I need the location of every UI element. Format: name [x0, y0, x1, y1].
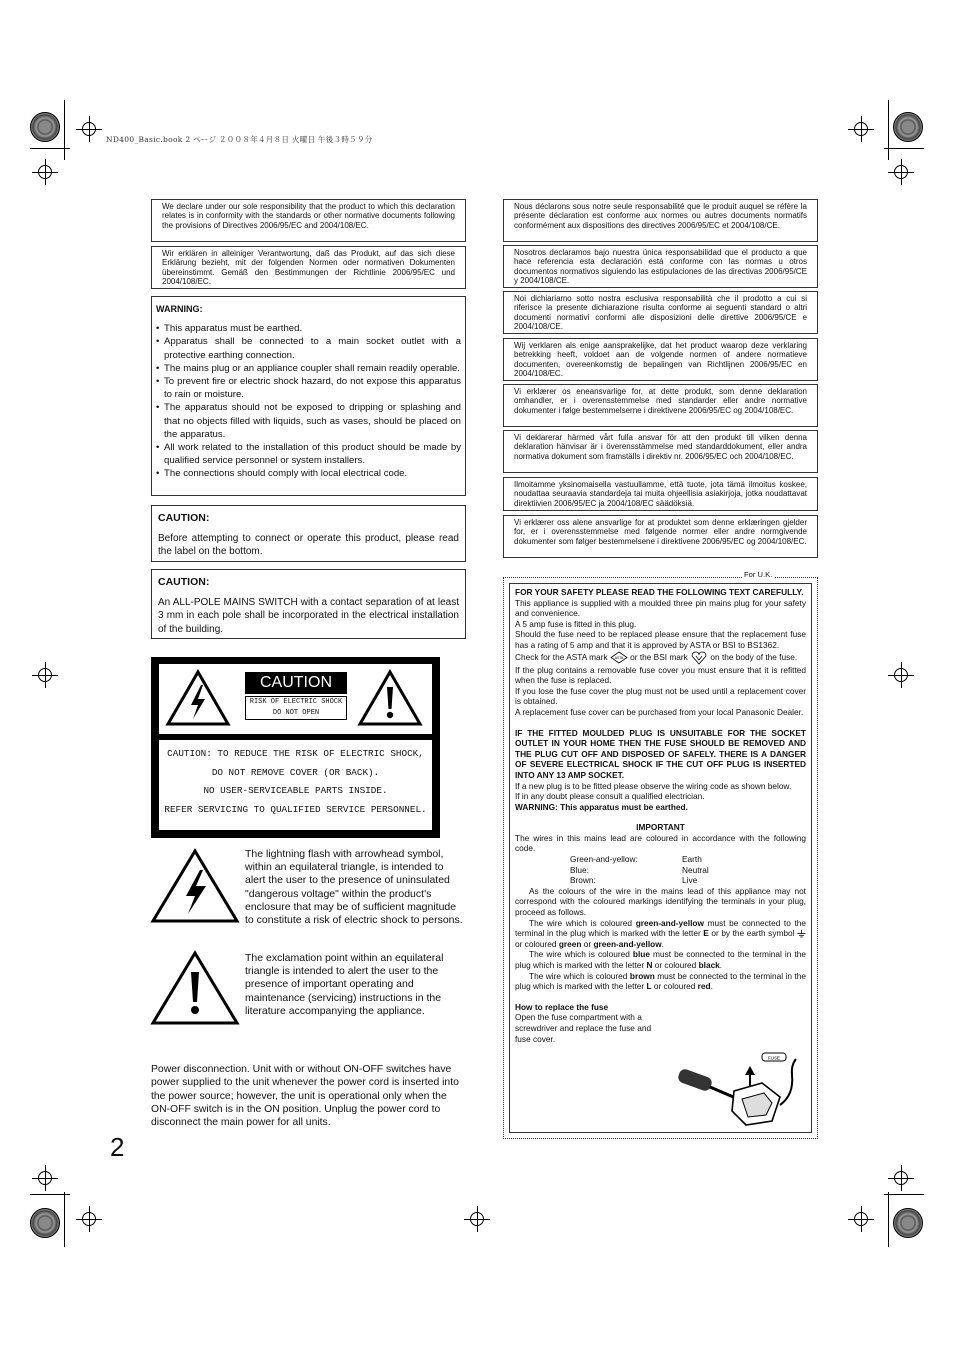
crosshair-mark: [888, 159, 914, 185]
crop-line: [64, 100, 65, 160]
caution-label-line: REFER SERVICING TO QUALIFIED SERVICE PERSONNEL.: [164, 803, 427, 815]
crop-line: [30, 1194, 70, 1195]
registration-mark-top-right: [893, 112, 923, 142]
caution-label-subtitle-line: DO NOT OPEN: [272, 708, 320, 717]
uk-paragraph-marks: [515, 651, 806, 665]
warning-box: [151, 296, 466, 496]
uk-paragraph: If the plug contains a removable fuse cover you must ensure that it is refitted when the fuse is replaced.: [515, 664, 806, 686]
uk-paragraph: As the colours of the wire in the mains lead of this appliance may not correspond with the coloured markings identifying the terminals in your plug, proceed as follows.: [515, 885, 806, 918]
uk-paragraph: If a new plug is to be fitted please observe the wiring code as shown below.: [515, 780, 792, 791]
crosshair-mark: [76, 116, 102, 142]
uk-paragraph: If in any doubt please consult a qualified electrician.: [515, 791, 705, 802]
exclamation-symbol-description: The exclamation point within an equilateral triangle is intended to alert the user to the presence of important operating and maintenance (servicing) instructions in the literature accompanying the appliance.: [245, 952, 444, 1017]
uk-paragraph-neutral-wire: The wire which is coloured blue must be connected to the terminal in the plug which is marked with the letter N or coloured black.: [515, 949, 806, 970]
earth-symbol-icon: [797, 930, 806, 938]
crop-line: [64, 1192, 65, 1247]
lightning-triangle-icon: [150, 848, 240, 924]
file-info-header: ND400_Basic.book 2 ページ ２００８年４月８日 火曜日 午後３時５９分: [106, 135, 373, 144]
caution-label-subtitle: [245, 696, 347, 720]
uk-tag: For U.K.: [744, 570, 773, 579]
uk-earth-warning: WARNING: This apparatus must be earthed.: [515, 801, 688, 812]
uk-bold-warning: IF THE FITTED MOULDED PLUG IS UNSUITABLE FOR THE SOCKET OUTLET IN YOUR HOME THEN THE FUSE SHOULD BE REMOVED AND THE PLUG CUT OFF AND DISPOSED OF SAFELY. THERE IS A DANGER OF SEVERE ELECTRICAL SHOCK IF THE CUT OFF PLUG IS INSERTED INTO ANY 13 AMP SOCKET.: [515, 727, 806, 780]
crosshair-mark: [888, 1165, 914, 1191]
fuse-replacement-illustration: [676, 1045, 802, 1129]
caution-box-read-label: [151, 505, 466, 562]
declaration-en: We declare under our sole responsibility that the product to which this declaration relates is in conformity with the standards or other normative documents following the provisions of Directives 2006/95/EC and 2004/108/EC.: [151, 199, 466, 242]
power-disconnection-text: Power disconnection. Unit with or without ON-OFF switches have power supplied to the unit whenever the power cord is inserted into the power source; however, the unit is operational only when the ON-OFF switch is in the ON position. Unplug the power cord to disconnect the main power for all units.: [151, 1064, 459, 1129]
crop-line: [884, 1194, 924, 1195]
caution-text: An ALL-POLE MAINS SWITCH with a contact separation of at least 3 mm in each pole shall be incorporated in the electrical installation of the building.: [158, 596, 459, 635]
uk-paragraph: A 5 amp fuse is fitted in this plug.: [515, 618, 637, 629]
caution-label-line: CAUTION: TO REDUCE THE RISK OF ELECTRIC SHOCK,: [167, 748, 424, 759]
wire-code-row: Blue: Neutral: [570, 864, 709, 875]
crosshair-mark: [848, 1206, 874, 1232]
warning-list: [156, 322, 461, 480]
lightning-symbol-description: The lightning flash with arrowhead symbol, within an equilateral triangle, is intended to alert the user to the presence of uninsulated "dangerous voltage" within the product's enclosure that may be of sufficient magnitude to constitute a risk of electric shock to persons.: [245, 848, 463, 927]
wire-code-table: [515, 854, 806, 886]
exclamation-triangle-icon: [357, 669, 423, 727]
caution-title: CAUTION:: [158, 576, 210, 588]
warning-item: • To prevent fire or electric shock hazard, do not expose this apparatus to rain or moisture.: [156, 375, 461, 401]
uk-text: or the BSI mark: [630, 651, 688, 662]
registration-mark-bottom-left: [30, 1208, 60, 1238]
declaration-nl: Wij verklaren als enige aansprakelijke, dat het product waarop deze verklaring betrekking heeft, voldoet aan de volgende normen of andere normatieve documenten, overeenkomstig de bepalingen van Richtlijnen 2006/95/EC en 2004/108/EC.: [503, 338, 818, 381]
warning-title: WARNING:: [156, 304, 203, 314]
uk-paragraph: Should the fuse need to be replaced please ensure that the replacement fuse has a rating of 5 amp and that it is approved by ASTA or BSI to BS1362.: [515, 629, 806, 650]
caution-box-mains-switch: [151, 569, 466, 639]
uk-paragraph: If you lose the fuse cover the plug must not be used until a replacement cover is obtained.: [515, 685, 806, 707]
warning-item: • This apparatus must be earthed.: [156, 322, 461, 335]
caution-label-line: NO USER-SERVICEABLE PARTS INSIDE.: [203, 785, 388, 796]
uk-paragraph: This appliance is supplied with a moulded three pin mains plug for your safety and convenience.: [515, 597, 806, 619]
caution-label-subtitle-line: RISK OF ELECTRIC SHOCK: [249, 698, 343, 706]
warning-item: • The connections should comply with local electrical code.: [156, 467, 461, 480]
caution-label-bottom-panel: [159, 740, 432, 830]
crop-line: [30, 148, 70, 149]
declaration-sv: Vi deklarerar härmed vårt fulla ansvar för att den produkt till vilken denna deklaration hänvisar är i överensstämmelse med standarddokument, eller andra normativa dokument som framställs i direktiv nr. 2006/95/EC och 2004/108/EC.: [503, 430, 818, 473]
declaration-no: Vi erklærer oss alene ansvarlige for at produktet som denne erklæringen gjelder for, er i overensstemmelse med følgende normer eller andre normgivende dokumenter som følger bestemmelsene i direktivene 2006/95/EC og 2004/108/EC.: [503, 515, 818, 558]
crosshair-mark: [464, 1206, 490, 1232]
fuse-label: FUSE: [767, 1055, 781, 1061]
asta-mark-icon: [610, 651, 628, 664]
crosshair-mark: [32, 159, 58, 185]
uk-text: Check for the ASTA mark: [515, 651, 608, 662]
registration-mark-bottom-right: [893, 1208, 923, 1238]
declaration-it: Noi dichiariamo sotto nostra esclusiva responsabilità che il prodotto a cui si riferisce la presente dichiarazione risulta conforme ai seguenti standard o altri documenti normativi conformi alle disposizioni delle direttive 2006/95/CE e 2004/108/CE.: [503, 291, 818, 334]
caution-label-line: DO NOT REMOVE COVER (OR BACK).: [211, 766, 380, 778]
uk-heading: FOR YOUR SAFETY PLEASE READ THE FOLLOWING TEXT CAREFULLY.: [515, 587, 804, 597]
crosshair-mark: [888, 662, 914, 688]
caution-label-title: CAUTION: [245, 672, 347, 694]
uk-paragraph-live-wire: The wire which is coloured brown must be connected to the terminal in the plug which is marked with the letter L or coloured red.: [515, 970, 806, 992]
uk-text: on the body of the fuse.: [710, 651, 798, 662]
warning-item: • The apparatus should not be exposed to dripping or splashing and that no objects filled with liquids, such as vases, should be placed on the apparatus.: [156, 401, 461, 441]
fuse-instructions: Open the fuse compartment with a screwdriver and replace the fuse and fuse cover.: [515, 1012, 652, 1044]
crosshair-mark: [76, 1206, 102, 1232]
page-number: 2: [110, 1132, 125, 1162]
caution-title: CAUTION:: [158, 512, 210, 524]
caution-label-graphic: [151, 657, 440, 838]
crosshair-mark: [32, 662, 58, 688]
uk-paragraph: The wires in this mains lead are coloured in accordance with the following code.: [515, 832, 806, 854]
bsi-kitemark-icon: [690, 651, 708, 665]
fuse-heading: How to replace the fuse: [515, 1001, 609, 1012]
warning-item: • The mains plug or an appliance coupler shall remain readily operable.: [156, 362, 461, 375]
crosshair-mark: [32, 1165, 58, 1191]
warning-item: • Apparatus shall be connected to a main socket outlet with a protective earthing connection.: [156, 335, 461, 361]
lightning-triangle-icon: [165, 669, 231, 727]
declaration-fi: Ilmoitamme yksinomaisella vastuullamme, että tuote, jota tämä ilmoitus koskee, noudattaa seuraavia standardeja tai muita ohjeellisia asiakirjoja, jotka noudattavat direktiivien 2006/95/EC ja 2004/108/EC säädöksiä.: [503, 477, 818, 511]
crop-line: [884, 148, 924, 149]
registration-mark-top-left: [30, 112, 60, 142]
asta-mark-label: ASTA: [614, 656, 624, 661]
caution-text: Before attempting to connect or operate this product, please read the label on the bottom.: [158, 532, 459, 557]
exclamation-triangle-icon: [150, 950, 240, 1026]
uk-paragraph: A replacement fuse cover can be purchased from your local Panasonic Dealer.: [515, 706, 804, 717]
declaration-de: Wir erklären in alleiniger Verantwortung, daß das Produkt, auf das sich diese Erklärung bezieht, mit der folgenden Normen oder normativen Dokumenten übereinstimmt. Gemäß den Bestimmungen der Richtlinie 2006/95/EC und 2004/108/EC.: [151, 246, 466, 289]
crop-line: [888, 100, 889, 160]
wire-code-row: Brown: Live: [570, 875, 698, 886]
wire-code-row: Green-and-yellow: Earth: [570, 854, 702, 865]
warning-item: • All work related to the installation of this product should be made by qualified service personnel or system installers.: [156, 441, 461, 467]
crosshair-mark: [848, 116, 874, 142]
crop-line: [888, 1192, 889, 1247]
uk-paragraph-earth-wire: The wire which is coloured green-and-yellow must be connected to the terminal in the plug which is marked with the letter E or by the earth symbol or coloured green or green-and-yellow.: [515, 917, 807, 949]
declaration-da: Vi erklærer os eneansvarlige for, at dette produkt, som denne deklaration omhandler, er i overensstemmelse med standarder eller andre normative dokumenter i følge bestemmelserne i direktivene 2006/95/EC og 2004/108/EC.: [503, 384, 818, 427]
declaration-es: Nosotros declaramos bajo nuestra única responsabilidad que el producto a que hace referencia esta declaración está conforme con las normas u otros documentos normativos siguiendo las estipulaciones de las directivas 2006/95/CE y 2004/108/CE.: [503, 245, 818, 288]
uk-important-heading: IMPORTANT: [636, 822, 685, 833]
declaration-fr: Nous déclarons sous notre seule responsabilité que le produit auquel se réfère la présente déclaration est conforme aux normes ou autres documents normatifs conformément aux dispositions des directives 2006/95/EC et 2004/108/CE.: [503, 199, 818, 242]
